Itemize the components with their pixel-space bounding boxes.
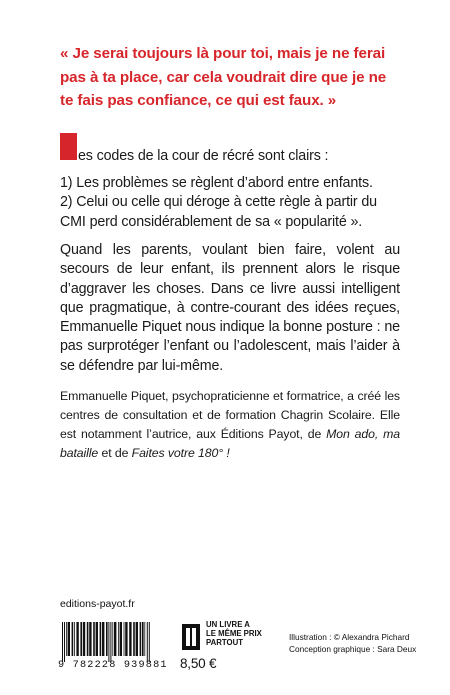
barcode-icon bbox=[60, 622, 174, 662]
price: 8,50 € bbox=[180, 656, 217, 671]
credits bbox=[289, 632, 419, 655]
bio-title1: Mon ado, ma bataille bbox=[60, 427, 401, 460]
price-label-line: LE MÊME PRIX bbox=[206, 629, 262, 638]
design-credit: Conception graphique : Sara Deux bbox=[289, 643, 417, 654]
illustration-credit: Illustration : © Alexandra Pichard bbox=[289, 632, 410, 642]
intro-text bbox=[60, 131, 400, 170]
price-label bbox=[206, 620, 266, 647]
author-bio bbox=[60, 387, 400, 463]
intro-paragraph bbox=[60, 131, 400, 170]
publisher-website: editions-payot.fr bbox=[60, 598, 135, 610]
rule-item: 1) Les problèmes se règlent d’abord entre enfants. bbox=[60, 175, 373, 191]
bio-part1: Emmanuelle Piquet, psychopraticienne et formatrice, a créé les centres de consultation et de formation Chagrin Scolaire. Elle est notamment l’autrice, aux Éditions Payot, de bbox=[60, 389, 400, 441]
intro-rest: es codes de la cour de récré sont clairs : bbox=[78, 148, 329, 164]
book-icon bbox=[180, 622, 202, 652]
bio-part2: et de bbox=[98, 446, 132, 460]
price-label-line: PARTOUT bbox=[206, 638, 243, 647]
pull-quote: « Je serai toujours là pour toi, mais je ne ferai pas à ta place, car cela voudrait dire que je ne te fais pas confiance, ce qui est faux. » bbox=[60, 45, 387, 109]
rules-list bbox=[60, 174, 400, 232]
dropcap-l bbox=[60, 133, 77, 160]
isbn-number: 9 782228 939881 bbox=[58, 660, 168, 671]
bio-title2: Faites votre 180° ! bbox=[131, 446, 230, 460]
price-label-line: UN LIVRE A bbox=[206, 620, 250, 629]
rule-item: 2) Celui ou celle qui déroge à cette règle à partir du CMI perd considérablement de sa « popularité ». bbox=[60, 194, 377, 230]
parents-paragraph: Quand les parents, voulant bien faire, volent au secours de leur enfant, ils prennent alors le risque d’aggraver les choses. Dans ce livre aussi intelligent que pragmatique, à contre-courant des idées reçues, Emmanuelle Piquet nous indique la bonne posture : ne pas surprotéger l’enfant ou l’adolescent, mais l’aider à se défendre par lui-même. bbox=[60, 242, 400, 374]
